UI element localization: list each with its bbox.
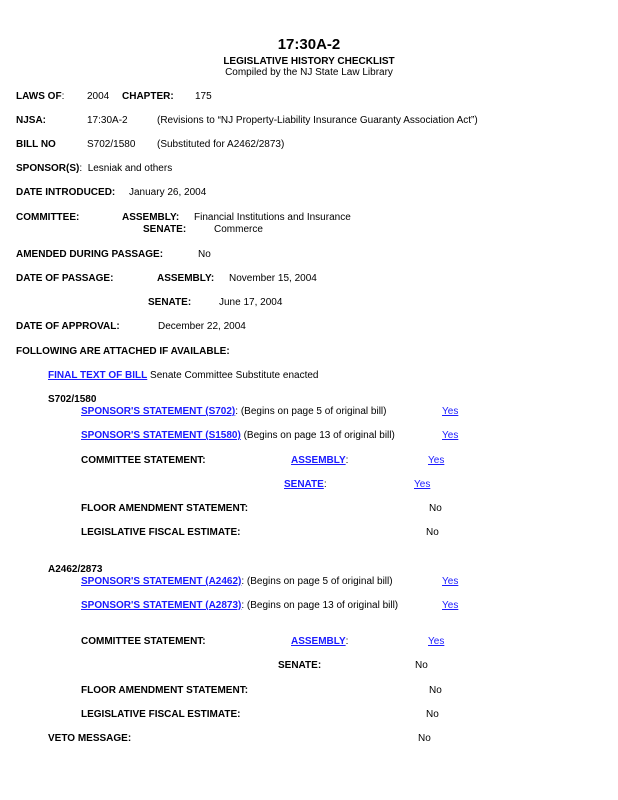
page-title: 17:30A-2 [277, 36, 341, 53]
s1580-sponsor-statement-link[interactable]: SPONSOR'S STATEMENT (S1580) [81, 430, 241, 441]
s702-sponsor1-row [81, 406, 386, 418]
s1580-sponsor-statement-yes-link[interactable]: Yes [442, 430, 459, 441]
s702-senate-yes-link[interactable]: Yes [414, 479, 431, 490]
a2462-fiscal-estimate-value: No [426, 709, 439, 720]
passage-senate-label: SENATE: [148, 297, 192, 308]
a2462-assembly-row [291, 636, 348, 648]
a2462-floor-amendment-label: FLOOR AMENDMENT STATEMENT: [81, 685, 249, 696]
a2462-assembly-link[interactable]: ASSEMBLY [291, 636, 346, 647]
a2462-assembly-yes-link[interactable]: Yes [428, 636, 445, 647]
s702-senate-row [284, 479, 327, 491]
njsa-description: (Revisions to “NJ Property-Liability Insurance Guaranty Association Act”) [157, 115, 478, 126]
s702-senate-colon: : [323, 479, 327, 490]
a2873-sponsor-statement-yes-link[interactable]: Yes [442, 600, 459, 611]
s702-senate-link[interactable]: SENATE [284, 479, 324, 490]
bill-no-label: BILL NO [16, 139, 56, 150]
bill-no-value: S702/1580 [87, 139, 136, 150]
compiled-by: Compiled by the NJ State Law Library [225, 67, 393, 78]
final-text-note: Senate Committee Substitute enacted [150, 370, 319, 381]
passage-assembly-value: November 15, 2004 [229, 273, 317, 284]
laws-of-row [16, 91, 64, 103]
committee-label: COMMITTEE: [16, 212, 80, 223]
a2462-sponsor-statement-yes-link[interactable]: Yes [442, 576, 459, 587]
s702-sponsor-statement-yes-link[interactable]: Yes [442, 406, 459, 417]
committee-assembly-value: Financial Institutions and Insurance [194, 212, 351, 223]
s702-fiscal-estimate-label: LEGISLATIVE FISCAL ESTIMATE: [81, 527, 241, 538]
a2462-heading: A2462/2873 [48, 564, 103, 575]
a2462-senate-label: SENATE: [278, 660, 322, 671]
committee-assembly-label: ASSEMBLY: [122, 212, 180, 223]
a2873-sponsor-row [81, 600, 398, 612]
date-of-passage-label: DATE OF PASSAGE: [16, 273, 114, 284]
date-of-approval-label: DATE OF APPROVAL: [16, 321, 120, 332]
a2462-senate-value: No [415, 660, 428, 671]
a2462-fiscal-estimate-label: LEGISLATIVE FISCAL ESTIMATE: [81, 709, 241, 720]
s702-committee-statement-label: COMMITTEE STATEMENT: [81, 455, 206, 466]
sponsors-value: Lesniak and others [87, 163, 173, 174]
a2873-sponsor-statement-note: : (Begins on page 13 of original bill) [241, 600, 399, 611]
committee-senate-label: SENATE: [143, 224, 187, 235]
passage-assembly-label: ASSEMBLY: [157, 273, 215, 284]
laws-of-colon: : [61, 91, 65, 102]
date-of-approval-value: December 22, 2004 [158, 321, 246, 332]
chapter-value: 175 [195, 91, 212, 102]
njsa-value: 17:30A-2 [87, 115, 128, 126]
date-introduced-value: January 26, 2004 [129, 187, 207, 198]
sponsors-label: SPONSOR(S) [16, 163, 80, 174]
s1580-sponsor-row [81, 430, 395, 442]
s702-floor-amendment-value: No [429, 503, 442, 514]
attached-heading: FOLLOWING ARE ATTACHED IF AVAILABLE: [16, 346, 230, 357]
s702-fiscal-estimate-value: No [426, 527, 439, 538]
sponsors-row [16, 163, 172, 175]
date-introduced-label: DATE INTRODUCED: [16, 187, 116, 198]
s702-assembly-colon: : [345, 455, 349, 466]
amended-label: AMENDED DURING PASSAGE: [16, 249, 164, 260]
chapter-label: CHAPTER: [122, 91, 174, 102]
s702-sponsor-statement-link[interactable]: SPONSOR'S STATEMENT (S702) [81, 406, 236, 417]
s702-assembly-row [291, 455, 348, 467]
sponsors-colon: : [79, 163, 83, 174]
page-subtitle: LEGISLATIVE HISTORY CHECKLIST [223, 56, 395, 67]
final-text-row [48, 370, 318, 382]
a2462-sponsor-statement-link[interactable]: SPONSOR'S STATEMENT (A2462) [81, 576, 242, 587]
s702-heading: S702/1580 [48, 394, 97, 405]
veto-message-value: No [418, 733, 431, 744]
njsa-label: NJSA: [16, 115, 47, 126]
a2462-sponsor-statement-note: : (Begins on page 5 of original bill) [241, 576, 393, 587]
laws-of-year: 2004 [87, 91, 110, 102]
a2462-committee-statement-label: COMMITTEE STATEMENT: [81, 636, 206, 647]
passage-senate-value: June 17, 2004 [219, 297, 283, 308]
committee-senate-value: Commerce [214, 224, 263, 235]
s702-floor-amendment-label: FLOOR AMENDMENT STATEMENT: [81, 503, 249, 514]
a2462-assembly-colon: : [345, 636, 349, 647]
s702-assembly-link[interactable]: ASSEMBLY [291, 455, 346, 466]
a2462-sponsor-row [81, 576, 393, 588]
a2873-sponsor-statement-link[interactable]: SPONSOR'S STATEMENT (A2873) [81, 600, 242, 611]
a2462-floor-amendment-value: No [429, 685, 442, 696]
s702-assembly-yes-link[interactable]: Yes [428, 455, 445, 466]
s702-sponsor-statement-note: : (Begins on page 5 of original bill) [235, 406, 387, 417]
veto-message-label: VETO MESSAGE: [48, 733, 132, 744]
laws-of-label: LAWS OF [16, 91, 62, 102]
bill-no-note: (Substituted for A2462/2873) [157, 139, 285, 150]
amended-value: No [198, 249, 211, 260]
s1580-sponsor-statement-note: (Begins on page 13 of original bill) [240, 430, 395, 441]
final-text-link[interactable]: FINAL TEXT OF BILL [48, 370, 148, 381]
